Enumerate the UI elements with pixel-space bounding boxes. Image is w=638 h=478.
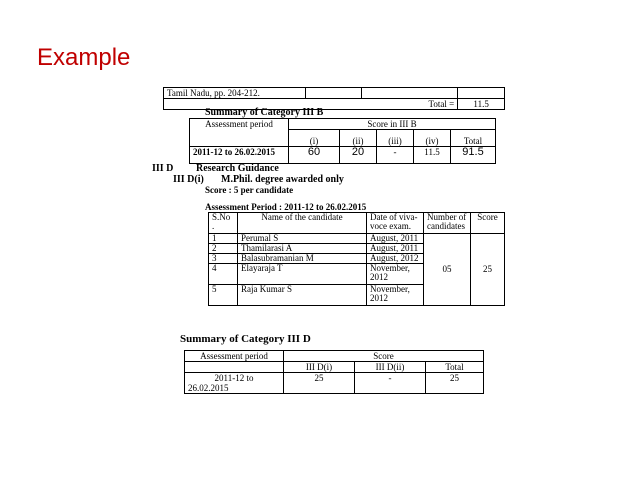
score-value: 25 xyxy=(284,373,355,394)
col-period: Assessment period xyxy=(190,119,289,147)
summary-d-heading: Summary of Category III D xyxy=(180,333,311,345)
row-date: November, 2012 xyxy=(367,264,424,285)
row-name: Thamilarasi A xyxy=(238,244,367,254)
sub-header: III D(ii) xyxy=(355,362,426,373)
row-sno: 5 xyxy=(209,285,238,306)
row-name: Balasubramanian M xyxy=(238,254,367,264)
assessment-period-line: Assessment Period : 2011-12 to 26.02.2015 xyxy=(205,202,367,212)
sub-header: (i) xyxy=(289,130,340,147)
score-value: 60 xyxy=(289,147,340,164)
slide-title: Example xyxy=(37,44,131,71)
score-value: 11.5 xyxy=(414,147,451,164)
row-sno: 2 xyxy=(209,244,238,254)
row-date: August, 2011 xyxy=(367,244,424,254)
summary-b-table xyxy=(189,118,496,164)
header-score: Score xyxy=(471,213,505,234)
row-sno: 4 xyxy=(209,264,238,285)
sub-header: III D(i) xyxy=(284,362,355,373)
total-value: 11.5 xyxy=(458,99,505,110)
row-date: August, 2012 xyxy=(367,254,424,264)
row-name: Raja Kumar S xyxy=(238,285,367,306)
row-sno: 1 xyxy=(209,234,238,244)
number-value: 05 xyxy=(424,234,471,306)
subsection-title: M.Phil. degree awarded only xyxy=(221,174,344,185)
subsection-label: III D(i) xyxy=(173,174,204,185)
score-note: Score : 5 per candidate xyxy=(205,185,294,195)
summary-b-heading: Summary of Category III B xyxy=(205,107,324,118)
header-date: Date of viva- voce exam. xyxy=(367,213,424,234)
sub-header: (iv) xyxy=(414,130,451,147)
section-title: Research Guidance xyxy=(196,163,279,174)
score-value: 25 xyxy=(426,373,484,394)
row-name: Perumal S xyxy=(238,234,367,244)
score-value: - xyxy=(355,373,426,394)
sub-header: (iii) xyxy=(377,130,414,147)
period-value: 2011-12 to 26.02.2015 xyxy=(185,373,284,394)
summary-d-table xyxy=(184,350,484,394)
row-sno: 3 xyxy=(209,254,238,264)
col-score: Score in III B xyxy=(289,119,496,130)
sub-header: Total xyxy=(451,130,496,147)
header-name: Name of the candidate xyxy=(238,213,367,234)
sub-header: Total xyxy=(426,362,484,373)
row-date: August, 2011 xyxy=(367,234,424,244)
section-label: III D xyxy=(152,163,174,174)
reference-cell: Tamil Nadu, pp. 204-212. xyxy=(164,88,306,99)
period-value: 2011-12 to 26.02.2015 xyxy=(190,147,289,164)
candidates-table xyxy=(208,212,505,306)
col-score: Score xyxy=(284,351,484,362)
score-value: 91.5 xyxy=(451,147,496,164)
sub-header: (ii) xyxy=(340,130,377,147)
col-period: Assessment period xyxy=(185,351,284,362)
score-value: 20 xyxy=(340,147,377,164)
total-label: Total = xyxy=(164,99,458,110)
header-sno: S.No . xyxy=(209,213,238,234)
score-value: - xyxy=(377,147,414,164)
score-value: 25 xyxy=(471,234,505,306)
row-date: November, 2012 xyxy=(367,285,424,306)
header-number: Number of candidates xyxy=(424,213,471,234)
row-name: Elayaraja T xyxy=(238,264,367,285)
